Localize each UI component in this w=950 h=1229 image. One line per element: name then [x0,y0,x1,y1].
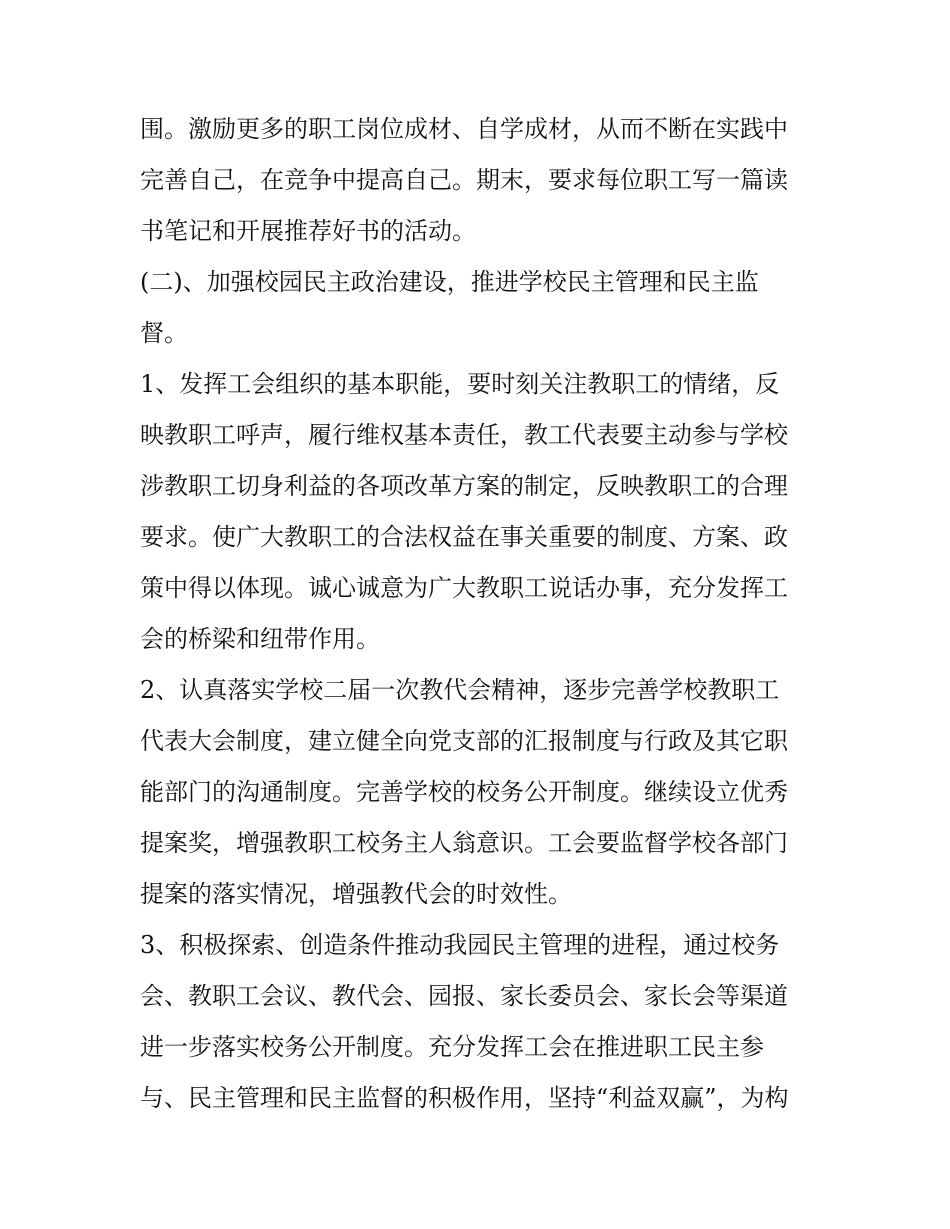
text-line: 提案奖，增强教职工校务主人翁意识。工会要监督学校各部门 [140,829,788,857]
paragraph-item-1 [140,359,820,665]
paragraph-item-2 [140,665,820,920]
text-line: 代表大会制度，建立健全向党支部的汇报制度与行政及其它职 [140,727,788,755]
document-body [140,104,820,1124]
text-line: 书笔记和开展推荐好书的活动。 [140,217,476,245]
text-line: 会的桥梁和纽带作用。 [140,625,380,653]
text-line: 进一步落实校务公开制度。充分发挥工会在推进职工民主参 [140,1033,764,1061]
text-line: 3、积极探索、创造条件推动我园民主管理的进程，通过校务 [140,931,780,959]
text-line: 围。激励更多的职工岗位成材、自学成材，从而不断在实践中 [140,115,788,143]
text-line: 2、认真落实学校二届一次教代会精神，逐步完善学校教职工 [140,676,780,704]
text-line: (二)、加强校园民主政治建设，推进学校民主管理和民主监 [140,268,759,296]
text-line: 策中得以体现。诚心诚意为广大教职工说话办事，充分发挥工 [140,574,788,602]
paragraph-item-3 [140,920,820,1124]
text-line: 1、发挥工会组织的基本职能，要时刻关注教职工的情绪，反 [140,370,780,398]
section-heading [140,257,820,359]
text-line: 要求。使广大教职工的合法权益在事关重要的制度、方案、政 [140,523,788,551]
text-line: 与、民主管理和民主监督的积极作用，坚持“利益双赢”，为构 [140,1084,789,1112]
text-line: 完善自己，在竞争中提高自己。期末，要求每位职工写一篇读 [140,166,788,194]
text-line: 督。 [140,319,188,347]
text-line: 能部门的沟通制度。完善学校的校务公开制度。继续设立优秀 [140,778,788,806]
text-line: 提案的落实情况，增强教代会的时效性。 [140,880,572,908]
text-line: 映教职工呼声，履行维权基本责任，教工代表要主动参与学校 [140,421,788,449]
text-line: 会、教职工会议、教代会、园报、家长委员会、家长会等渠道 [140,982,788,1010]
paragraph-continuation [140,104,820,257]
text-line: 涉教职工切身利益的各项改革方案的制定，反映教职工的合理 [140,472,788,500]
